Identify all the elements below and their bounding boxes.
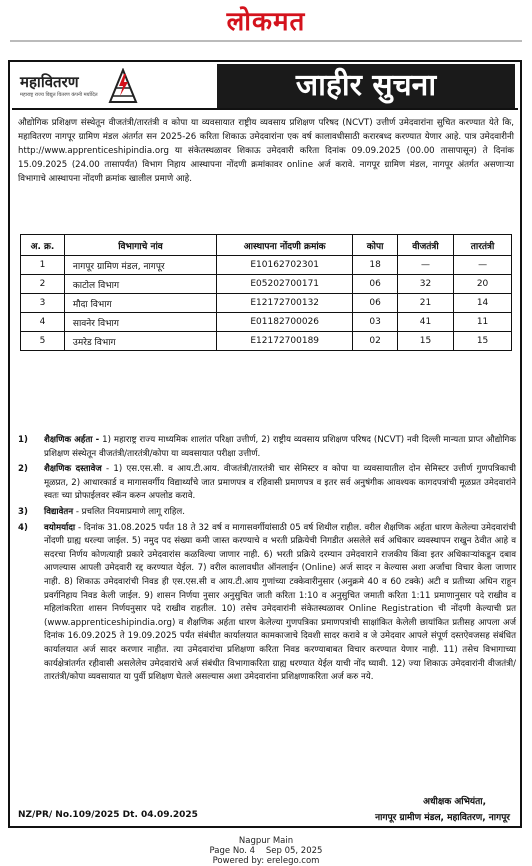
page-date: Page No. 4 Sep 05, 2025 (209, 846, 323, 856)
cell-serial: 3 (21, 294, 65, 313)
cell-registration: E12172700132 (217, 294, 353, 313)
col-electrician: वीजतंत्री (397, 235, 453, 256)
cell-copa: 02 (353, 332, 398, 351)
item-heading: शैक्षणिक अर्हता - (44, 435, 100, 445)
public-notice (8, 60, 522, 828)
item-text: - दिनांक 31.08.2025 पर्यंत 18 ते 32 वर्ष व मागासवर्गीयांसाठी 05 वर्ष शिथील राहील. वरील शैक्षणिक अर्हता धारण केलेल्या उमेदवारांची नोंदणी ग्राह्य धरल्या जाईल. 5) नमुद पद संख्या कमी जास्त करण्याचे व भरती प्रक्रियेची निगडीत असलेले सर्व अधिकार व्यवस्थापन राखुन ठेवीत आहे व सदरचा निर्णय कोणत्याही प्रकारे उमेदवारांस कळविल्या जाणार नाही. 6) भरती प्रक्रिये दरम्यान उमेदवाराने राजकीय किंवा इतर अधिकाऱ्यांकडून दबाव आणल्यास आपली उमेदवारी रद्द करण्यात येईल. 7) वरील कालावधीत ऑनलाईन (Online) अर्ज सादर न केल्यास अशा अर्जांचा विचार केला जाणार नाही. 8) शिकाऊ उमेदवारांची निवड ही एस.एस.सी व आय.टी.आय गुणांच्या टक्केवारीनुसार (अनुक्रमे 40 व 60 टक्के) अटी व प्रतीच्या अधिन राहून प्रवर्गनिहाय निवड केली जाईल. 9) शासन निर्णया नुसार अनुसुचित जाती करिता 1:10 व अनुसुचित जमाती करिता 1:11 प्रमाणानुसार पदे राखीव व महिलांकरिता शासन निर्णयनुसार पदे राखीव राहतील. 10) तसेच उमेदवारांनी संकेतस्थळावर Online Registration ची नोंदणी केल्याची प्रत (www.apprenticeshipindia.org) व शैक्षणिक अर्हता धारण केलेल्या गुणपत्रिका प्रमाणपत्रांची साक्षांकित केलेली छायांकित प्रतीसह आपला अर्ज दिनांक 16.09.2025 ते 19.09.2025 पर्यंत संबंधीत कार्यालयात कामकाजाचे दिवशी सादर करावे व जे उमेदवार आपले संपूर्ण दस्तऐवजसह संबंधित कार्यालयात अर्ज सादर करणार नाहीत. त्या उमेदवारांचा प्रशिक्षणा करिता निवड करण्याबाबत विचार करण्यात येणार नाही. 11) तसेच विभागाच्या कार्यक्षेत्रांतर्गत रहीवासी असलेलेच उमेदवारांचे अर्ज संबंधीत विभागाकरिता ग्राह्य धरण्यात येईल याची नोंद घ्यावी. 12) ज्या शिकाऊ उमेदवारांनी वीजतंत्री/तारतंत्री/कोपा व्यवसायात या पुर्वी प्रशिक्षण घेतले असल्यास अशा उमेदवारांना प्रशिक्षणाकरिता अर्ज करु नये. (44, 522, 516, 683)
notice-reference: NZ/PR/ No.109/2025 Dt. 04.09.2025 (18, 810, 198, 820)
cell-electrician: 15 (397, 332, 453, 351)
table-row (21, 313, 512, 332)
item-number: 4) (18, 522, 28, 533)
list-item (18, 434, 516, 461)
mahavitaran-brand (18, 68, 148, 104)
cell-division: उमरेड विभाग (64, 332, 216, 351)
intro-paragraph: औद्योगिक प्रशिक्षण संस्थेतून वीजतंत्री/तारतंत्री व कोपा या व्यवसायात राष्ट्रीय व्यवसाय प्रशिक्षण परिषद (NCVT) उत्तीर्ण उमेदवारांना सुचित करण्यात येते कि, महावितरण नागपूर ग्रामिण मंडल अंतर्गत सन 2025-26 करिता शिकाऊ उमेदवारांना एक वर्ष कालावधीसाठी करारबध्द करण्यात येणार आहे. पात्र उमेदवारीनी http://www.apprenticeshipindia.org या संकेतस्थळावर शिकाऊ उमेदवारी करिता दिनांक 09.09.2025 (00.00 तासापासून) ते दिनांक 15.09.2025 (24.00 तासापर्यंत) विभाग निहाय आस्थापना नोंदणी क्रमांकावर online अर्ज करावे. नागपूर ग्रामिण मंडल, नागपूर अंतर्गत असणाऱ्या विभागाचे आस्थापना नोंदणी क्रमांक खालील प्रमाणे आहे. (18, 118, 514, 184)
col-serial: अ. क्र. (21, 235, 65, 256)
table-header-row (21, 235, 512, 256)
brand-name: महावितरण (20, 73, 79, 91)
item-heading: शैक्षणिक दस्तावेज (44, 464, 102, 475)
item-text: - प्रचलित नियमाप्रमाणे लागू राहिल. (73, 506, 185, 517)
cell-division: काटोल विभाग (64, 275, 216, 294)
cell-serial: 1 (21, 256, 65, 275)
cell-copa: 06 (353, 275, 398, 294)
cell-electrician: 41 (397, 313, 453, 332)
powered-by: Powered by: erelego.com (212, 856, 320, 866)
item-number: 3) (18, 506, 28, 517)
cell-wireman: — (454, 256, 512, 275)
notice-header (12, 64, 518, 110)
col-copa: कोपा (353, 235, 398, 256)
item-number: 1) (18, 435, 28, 445)
cell-electrician: 32 (397, 275, 453, 294)
edition-label: Nagpur Main (238, 836, 294, 846)
division-table (20, 234, 512, 351)
lokmat-logo: लोकमत (226, 7, 306, 37)
cell-serial: 2 (21, 275, 65, 294)
cell-division: सावनेर विभाग (64, 313, 216, 332)
cell-registration: E05202700171 (217, 275, 353, 294)
masthead-rule (10, 40, 522, 42)
cell-wireman: 20 (454, 275, 512, 294)
cell-registration: E01182700026 (217, 313, 353, 332)
item-text: 1) महाराष्ट्र राज्य माध्यमिक शालांत परिक्षा उत्तीर्ण, 2) राष्ट्रीय व्यवसाय प्रशिक्षण परिषद (NCVT) नवी दिल्ली मान्यता प्राप्त औद्योगिक प्रशिक्षण संस्थेतून वीजतंत्री/तारतंत्री/कोपा या व्यवसायात परीक्षा उत्तीर्ण. (44, 435, 516, 459)
notice-title: जाहीर सुचना (217, 64, 515, 108)
table-row (21, 294, 512, 313)
newspaper-masthead (0, 0, 532, 46)
cell-electrician: 21 (397, 294, 453, 313)
signatory-office: नागपूर ग्रामीण मंडल, महावितरण, नागपूर (375, 813, 510, 823)
cell-copa: 18 (353, 256, 398, 275)
cell-serial: 5 (21, 332, 65, 351)
cell-wireman: 15 (454, 332, 512, 351)
item-heading: वयोमर्यादा (44, 522, 76, 533)
cell-division: मौदा विभाग (64, 294, 216, 313)
list-item (18, 506, 516, 520)
col-wireman: तारतंत्री (454, 235, 512, 256)
lightning-tower-icon (104, 68, 142, 104)
brand-tagline: महाराष्ट्र राज्य विद्युत वितरण कंपनी मर्यादित (20, 92, 98, 98)
cell-electrician: — (397, 256, 453, 275)
item-heading: विद्यावेतन (44, 506, 74, 517)
cell-wireman: 14 (454, 294, 512, 313)
cell-serial: 4 (21, 313, 65, 332)
item-number: 2) (18, 464, 28, 475)
col-division: विभागाचे नांव (64, 235, 216, 256)
table-row (21, 332, 512, 351)
signatory-designation: अधीक्षक अभियंता, (423, 797, 486, 807)
list-item (18, 522, 516, 685)
item-text: - 1) एस.एस.सी. व आय.टी.आय. वीजतंत्री/तारतंत्री चार सेमिस्टर व कोपा या व्यवसायातील दोन सेमिस्टर उत्तीर्ण गुणपत्रिकाची मूळप्रत, 2) आधारकार्ड व मागासवर्गीय विद्यार्थ्यांचे जात प्रमाणपत्र व रहिवासी प्रमाणपत्र व इतर सर्व अनुषंगीक आवश्यक कागदपत्रांची मूळप्रत उमेदवारांने स्वतः च्या प्रोफाईलवर स्कॅन करुन अपलोड करावे. (44, 464, 517, 502)
cell-copa: 03 (353, 313, 398, 332)
cell-copa: 06 (353, 294, 398, 313)
table-row (21, 275, 512, 294)
table-row (21, 256, 512, 275)
cell-wireman: 11 (454, 313, 512, 332)
cell-registration: E12172700189 (217, 332, 353, 351)
list-item (18, 463, 516, 504)
conditions-list (18, 434, 516, 687)
col-registration: आस्थापना नोंदणी क्रमांक (217, 235, 353, 256)
cell-division: नागपूर ग्रामिण मंडल, नागपूर (64, 256, 216, 275)
cell-registration: E10162702301 (217, 256, 353, 275)
